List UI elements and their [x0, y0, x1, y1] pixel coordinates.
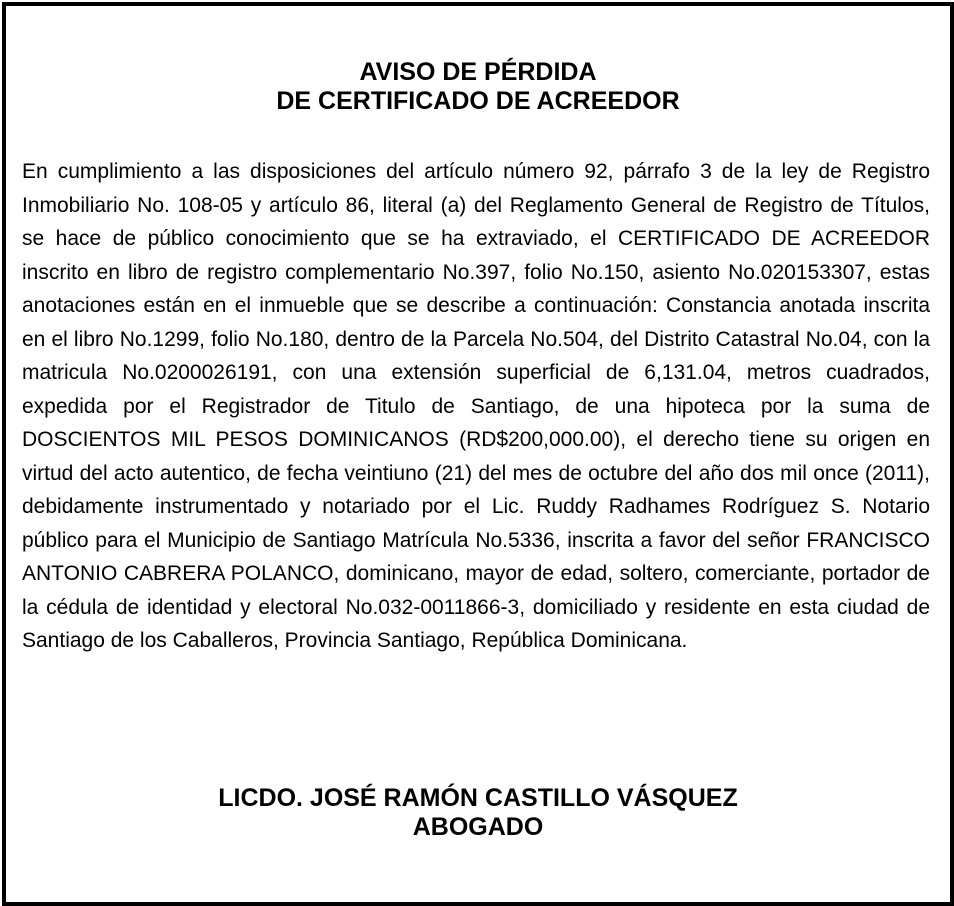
notice-frame	[2, 2, 954, 906]
notice-title	[6, 58, 950, 116]
signature-name: LICDO. JOSÉ RAMÓN CASTILLO VÁSQUEZ	[218, 784, 738, 812]
notice-title-line-1: AVISO DE PÉRDIDA	[359, 58, 597, 86]
signature-title: ABOGADO	[412, 813, 544, 841]
signature-block	[6, 784, 950, 842]
notice-title-line-2: DE CERTIFICADO DE ACREEDOR	[276, 87, 680, 115]
notice-body: En cumplimiento a las disposiciones del artículo número 92, párrafo 3 de la ley de Registro Inmobiliario No. 108-05 y artículo 86, literal (a) del Reglamento General de Registro de Títulos, se hace de público conocimiento que se ha extraviado, el CERTIFICADO DE ACREEDOR inscrito en libro de registro complementario No.397, folio No.150, asiento No.020153307, estas anotaciones están en el inmueble que se describe a continuación: Constancia anotada inscrita en el libro No.1299, folio No.180, dentro de la Parcela No.504, del Distrito Catastral No.04, con la matricula No.0200026191, con una extensión superficial de 6,131.04, metros cuadrados, expedida por el Registrador de Titulo de Santiago, de una hipoteca por la suma de DOSCIENTOS MIL PESOS DOMINICANOS (RD$200,000.00), el derecho tiene su origen en virtud del acto autentico, de fecha veintiuno (21) del mes de octubre del año dos mil once (2011), debidamente instrumentado y notariado por el Lic. Ruddy Radhames Rodríguez S. Notario público para el Municipio de Santiago Matrícula No.5336, inscrita a favor del señor FRANCISCO ANTONIO CABRERA POLANCO, dominicano, mayor de edad, soltero, comerciante, portador de la cédula de identidad y electoral No.032-0011866-3, domiciliado y residente en esta ciudad de Santiago de los Caballeros, Provincia Santiago, República Dominicana.	[22, 160, 930, 652]
